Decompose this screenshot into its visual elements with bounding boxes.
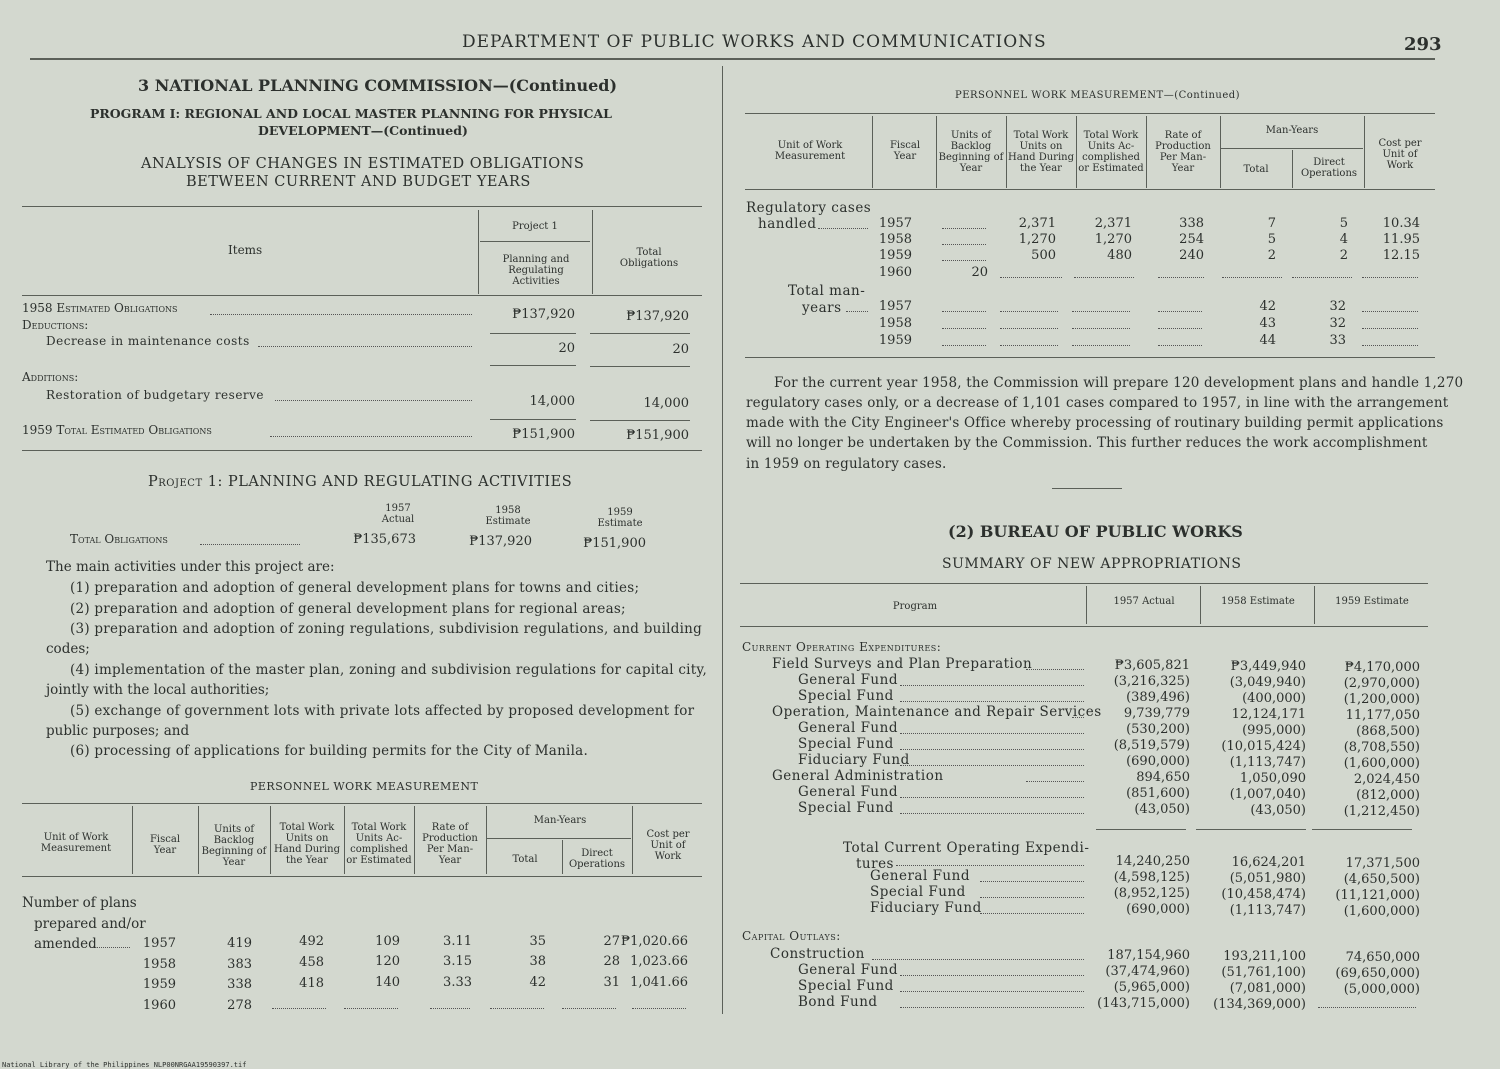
summary-total-cell: (1,113,747) <box>1229 903 1306 918</box>
activity-item: (4) implementation of the master plan, zoning and subdivision regulations for capital city, <box>70 662 708 678</box>
man-label: years <box>802 300 842 316</box>
summary-total-cell: (4,650,500) <box>1343 872 1420 887</box>
summary-row-label: Special Fund <box>798 736 894 752</box>
summary-total-cell: 14,240,250 <box>1115 854 1190 869</box>
summary-cell: 2,024,450 <box>1353 772 1420 787</box>
summary-cell: (812,000) <box>1356 788 1420 803</box>
man-cell: 32 <box>1329 316 1346 331</box>
reg-cell: 12.15 <box>1382 248 1420 263</box>
analysis-row-label: Additions: <box>22 370 79 384</box>
pwm-cell: 31 <box>603 975 620 990</box>
pwm-unit-label: amended <box>34 936 97 952</box>
capital-cell: (7,081,000) <box>1229 981 1306 996</box>
pwm-cell: 38 <box>529 954 546 969</box>
summary-cell: (690,000) <box>1126 754 1190 769</box>
page-number: 293 <box>1404 34 1442 55</box>
man-cell: 33 <box>1329 333 1346 348</box>
analysis-row-label: Decrease in maintenance costs <box>46 334 250 348</box>
summary-total-cell: (10,458,474) <box>1221 887 1306 902</box>
capital-cell: (69,650,000) <box>1335 966 1420 981</box>
analysis-row-label: Deductions: <box>22 318 89 332</box>
scan-footer: National Library of the Philippines NLP00NRGAA19590397.tif <box>2 1061 247 1069</box>
summary-cell: (43,050) <box>1134 802 1190 817</box>
summary-row-label: Field Surveys and Plan Preparation <box>772 656 1033 672</box>
capital-cell: 193,211,100 <box>1223 949 1306 964</box>
total-obligations-1958: ₱137,920 <box>469 534 532 549</box>
analysis-cell: ₱137,920 <box>626 309 689 324</box>
summary-row-label: General Fund <box>798 784 898 800</box>
summary-cell: (995,000) <box>1242 723 1306 738</box>
reg-cell: 1960 <box>878 265 912 280</box>
pwm-head-backlog: Units of Backlog Beginning of Year <box>201 824 267 868</box>
analysis-title-1: ANALYSIS OF CHANGES IN ESTIMATED OBLIGATIONS <box>141 156 585 172</box>
summary-row-label: Current Operating Expenditures: <box>742 640 942 654</box>
capital-row-label: Bond Fund <box>798 994 878 1010</box>
summary-col-program: Program <box>892 601 938 612</box>
pwm-head-unit: Unit of Work Measurement <box>40 832 112 854</box>
pwm-cell: 1959 <box>142 977 176 992</box>
summary-title: SUMMARY OF NEW APPROPRIATIONS <box>942 556 1242 572</box>
reg-cell: 5 <box>1267 232 1276 247</box>
pwm2-head-total: Total <box>1243 164 1269 175</box>
analysis-cell: 20 <box>558 341 575 356</box>
reg-cell: 7 <box>1267 216 1276 231</box>
pwm2-head-direct: Direct Operations <box>1300 157 1358 179</box>
analysis-title-2: BETWEEN CURRENT AND BUDGET YEARS <box>186 174 531 190</box>
paragraph-line: regulatory cases only, or a decrease of 1,101 cases compared to 1957, in line with the arrangement <box>746 395 1449 411</box>
summary-cell: 894,650 <box>1136 770 1190 785</box>
capital-cell: (5,000,000) <box>1343 982 1420 997</box>
pwm-unit-label: prepared and/or <box>34 916 146 932</box>
reg-cell: 2 <box>1339 248 1348 263</box>
program-title-1: PROGRAM I: REGIONAL AND LOCAL MASTER PLANNING FOR PHYSICAL <box>90 106 612 121</box>
capital-cell: (51,761,100) <box>1221 965 1306 980</box>
reg-cell: 11.95 <box>1382 232 1420 247</box>
reg-cell: 5 <box>1339 216 1348 231</box>
pwm2-head-manyears: Man-Years <box>1265 125 1319 136</box>
pwm2-head-cost: Cost per Unit of Work <box>1378 138 1422 171</box>
capital-cell: (143,715,000) <box>1097 996 1190 1011</box>
pwm2-head-unit: Unit of Work Measurement <box>774 140 846 162</box>
summary-cell: (1,600,000) <box>1343 756 1420 771</box>
pwm-cell: 419 <box>227 936 252 951</box>
analysis-cell: 14,000 <box>529 394 575 409</box>
summary-total-cell: 16,624,201 <box>1231 855 1306 870</box>
man-cell: 44 <box>1259 333 1276 348</box>
summary-total-cell: (8,952,125) <box>1113 886 1190 901</box>
summary-cell: (868,500) <box>1356 724 1420 739</box>
man-cell: 43 <box>1259 316 1276 331</box>
analysis-col-total: Total Obligations <box>619 247 679 269</box>
summary-row-label: General Administration <box>772 768 944 784</box>
man-cell: 32 <box>1329 299 1346 314</box>
summary-col-1957: 1957 Actual <box>1113 596 1175 607</box>
analysis-cell: ₱151,900 <box>626 428 689 443</box>
reg-cell: 10.34 <box>1382 216 1420 231</box>
pwm-unit-label: Number of plans <box>22 895 137 911</box>
summary-row-label: General Fund <box>798 720 898 736</box>
column-divider <box>722 66 723 1014</box>
pwm-head-fiscal: Fiscal Year <box>149 834 181 856</box>
reg-cell: 480 <box>1107 248 1132 263</box>
pwm-cell: 383 <box>227 957 252 972</box>
pwm-cell: 278 <box>227 998 252 1013</box>
pwm-head-rate: Rate of Production Per Man- Year <box>422 822 478 866</box>
summary-cell: (8,519,579) <box>1113 738 1190 753</box>
total-obligations-1957: ₱135,673 <box>353 532 416 547</box>
summary-cell: (1,113,747) <box>1229 755 1306 770</box>
summary-cell: (530,200) <box>1126 722 1190 737</box>
activities-intro: The main activities under this project are: <box>46 559 335 575</box>
bureau-title: (2) BUREAU OF PUBLIC WORKS <box>948 522 1243 541</box>
pwm2-head-rate: Rate of Production Per Man- Year <box>1155 130 1211 174</box>
pwm-cell: 1,023.66 <box>630 954 688 969</box>
pwm2-head-backlog: Units of Backlog Beginning of Year <box>938 130 1004 174</box>
reg-cell: 500 <box>1031 248 1056 263</box>
paragraph-line: in 1959 on regulatory cases. <box>746 456 947 472</box>
pwm-cell: ₱1,020.66 <box>620 934 688 949</box>
capital-cell: (37,474,960) <box>1105 964 1190 979</box>
pwm-head-cost: Cost per Unit of Work <box>646 829 690 862</box>
analysis-row-label: Restoration of budgetary reserve <box>46 388 265 402</box>
reg-label: Regulatory cases <box>746 200 872 216</box>
pwm-cell: 28 <box>603 954 620 969</box>
pwm-cell: 3.11 <box>443 934 472 949</box>
activity-item: (1) preparation and adoption of general development plans for towns and cities; <box>70 580 640 596</box>
reg-cell: 1959 <box>878 248 912 263</box>
total-obligations-label: Total Obligations <box>70 532 168 546</box>
summary-row-label: General Fund <box>798 672 898 688</box>
summary-row-label: Operation, Maintenance and Repair Services <box>772 704 1102 720</box>
pwm-head-hand: Total Work Units on Hand During the Year <box>274 822 340 866</box>
analysis-cell: ₱151,900 <box>512 427 575 442</box>
summary-total-cell: (1,600,000) <box>1343 904 1420 919</box>
summary-total-cell: 17,371,500 <box>1345 856 1420 871</box>
pwm2-head-hand: Total Work Units on Hand During the Year <box>1008 130 1074 174</box>
summary-cell: (8,708,550) <box>1343 740 1420 755</box>
capital-row-label: Special Fund <box>798 978 894 994</box>
page-header-title: DEPARTMENT OF PUBLIC WORKS AND COMMUNICATIONS <box>462 32 1047 52</box>
analysis-col-planning: Planning and Regulating Activities <box>502 254 570 287</box>
reg-cell: 338 <box>1179 216 1204 231</box>
summary-cell: (3,216,325) <box>1113 674 1190 689</box>
summary-row-label: Fiduciary Fund <box>798 752 910 768</box>
activity-item: (5) exchange of government lots with private lots affected by proposed development for <box>70 703 695 719</box>
reg-cell: 254 <box>1179 232 1204 247</box>
reg-label: handled <box>758 216 817 232</box>
pwm2-head-acc: Total Work Units Ac- complished or Estimated <box>1078 130 1144 174</box>
summary-cell: (389,496) <box>1126 690 1190 705</box>
summary-cell: ₱4,170,000 <box>1344 660 1420 675</box>
summary-cell: (43,050) <box>1250 803 1306 818</box>
pwm2-head-fiscal: Fiscal Year <box>889 140 921 162</box>
man-cell: 42 <box>1259 299 1276 314</box>
paragraph-line: made with the City Engineer's Office whereby processing of routinary building permit applications <box>746 415 1444 431</box>
analysis-cell: 14,000 <box>643 396 689 411</box>
capital-cell: 187,154,960 <box>1107 948 1190 963</box>
capital-row-label: General Fund <box>798 962 898 978</box>
pwm-cell: 458 <box>299 955 324 970</box>
reg-cell: 240 <box>1179 248 1204 263</box>
pwm-cell: 42 <box>529 975 546 990</box>
summary-row-label: Special Fund <box>798 688 894 704</box>
summary-row-label: Special Fund <box>798 800 894 816</box>
paragraph-line: will no longer be undertaken by the Commission. This further reduces the work accomplishment <box>746 435 1428 451</box>
pwm-cell: 27 <box>603 934 620 949</box>
paragraph-line: For the current year 1958, the Commission will prepare 120 development plans and handle 1,270 <box>774 375 1464 391</box>
summary-cell: 12,124,171 <box>1231 707 1306 722</box>
pwm-cell: 35 <box>529 934 546 949</box>
man-cell: 1957 <box>878 299 912 314</box>
reg-cell: 4 <box>1339 232 1348 247</box>
summary-cell: (3,049,940) <box>1229 675 1306 690</box>
summary-cell: (851,600) <box>1126 786 1190 801</box>
project-col-1958: 1958 Estimate <box>485 505 531 527</box>
summary-cell: 9,739,779 <box>1123 706 1190 721</box>
summary-total-sub-label: General Fund <box>870 868 970 884</box>
project-col-1959: 1959 Estimate <box>597 507 643 529</box>
summary-cell: (10,015,424) <box>1221 739 1306 754</box>
summary-cell: (1,007,040) <box>1229 787 1306 802</box>
summary-total-sub-label: Fiduciary Fund <box>870 900 982 916</box>
summary-cell: (400,000) <box>1242 691 1306 706</box>
pwm-cell: 338 <box>227 977 252 992</box>
project-title: Project 1: PLANNING AND REGULATING ACTIVITIES <box>148 474 573 490</box>
summary-cell: 11,177,050 <box>1345 708 1420 723</box>
reg-cell: 20 <box>971 265 988 280</box>
activity-item: codes; <box>46 641 90 657</box>
activity-item: public purposes; and <box>46 723 190 739</box>
reg-cell: 1958 <box>878 232 912 247</box>
summary-cell: ₱3,605,821 <box>1114 658 1190 673</box>
reg-cell: 1,270 <box>1018 232 1056 247</box>
total-obligations-1959: ₱151,900 <box>583 536 646 551</box>
header-rule <box>30 58 1435 60</box>
capital-row-label: Construction <box>770 946 865 962</box>
capital-cell: (134,369,000) <box>1213 997 1306 1012</box>
summary-cell: (2,970,000) <box>1343 676 1420 691</box>
summary-total-cell: (4,598,125) <box>1113 870 1190 885</box>
capital-cell: (5,965,000) <box>1113 980 1190 995</box>
summary-col-1959: 1959 Estimate <box>1335 596 1409 607</box>
reg-cell: 2,371 <box>1094 216 1132 231</box>
pwm-cell: 418 <box>299 976 324 991</box>
reg-cell: 1,270 <box>1094 232 1132 247</box>
summary-total-cell: (5,051,980) <box>1229 871 1306 886</box>
pwm-head-manyears: Man-Years <box>533 815 587 826</box>
pwm-continued-title: PERSONNEL WORK MEASUREMENT—(Continued) <box>955 90 1241 101</box>
analysis-col-items: Items <box>228 243 263 257</box>
pwm-head-acc: Total Work Units Ac- complished or Estimated <box>346 822 412 866</box>
pwm-cell: 1957 <box>142 936 176 951</box>
pwm-cell: 120 <box>375 954 400 969</box>
reg-cell: 2,371 <box>1018 216 1056 231</box>
activity-item: (2) preparation and adoption of general development plans for regional areas; <box>70 601 626 617</box>
pwm-cell: 109 <box>375 934 400 949</box>
capital-cell: 74,650,000 <box>1345 950 1420 965</box>
pwm-title: PERSONNEL WORK MEASUREMENT <box>250 780 479 793</box>
capital-outlays-label: Capital Outlays: <box>742 929 841 943</box>
summary-total-sub-label: Special Fund <box>870 884 966 900</box>
summary-total-cell: (11,121,000) <box>1335 888 1420 903</box>
pwm-head-direct: Direct Operations <box>568 848 626 870</box>
activity-item: (3) preparation and adoption of zoning regulations, subdivision regulations, and building <box>70 621 702 637</box>
pwm-cell: 3.15 <box>443 954 472 969</box>
project-col-1957: 1957 Actual <box>381 503 415 525</box>
pwm-cell: 140 <box>375 975 400 990</box>
activity-item: (6) processing of applications for building permits for the City of Manila. <box>70 743 589 759</box>
analysis-row-label: 1958 Estimated Obligations <box>22 301 178 315</box>
reg-cell: 1957 <box>878 216 912 231</box>
man-label: Total man- <box>788 283 866 299</box>
separator-rule <box>1052 488 1122 489</box>
summary-total-label: Total Current Operating Expendi- <box>843 840 1090 856</box>
program-title-2: DEVELOPMENT—(Continued) <box>258 123 468 138</box>
section-title: 3 NATIONAL PLANNING COMMISSION—(Continued) <box>138 76 618 95</box>
summary-total-cell: (690,000) <box>1126 902 1190 917</box>
pwm-cell: 492 <box>299 934 324 949</box>
pwm-cell: 3.33 <box>443 975 472 990</box>
man-cell: 1958 <box>878 316 912 331</box>
summary-cell: ₱3,449,940 <box>1230 659 1306 674</box>
summary-total-label: tures <box>856 856 894 872</box>
analysis-cell: 20 <box>672 342 689 357</box>
pwm-cell: 1958 <box>142 957 176 972</box>
pwm-cell: 1960 <box>142 998 176 1013</box>
analysis-col-project: Project 1 <box>512 221 558 232</box>
summary-cell: (1,212,450) <box>1343 804 1420 819</box>
man-cell: 1959 <box>878 333 912 348</box>
activity-item: jointly with the local authorities; <box>46 682 270 698</box>
summary-col-1958: 1958 Estimate <box>1221 596 1295 607</box>
analysis-row-label: 1959 Total Estimated Obligations <box>22 423 212 437</box>
analysis-cell: ₱137,920 <box>512 307 575 322</box>
reg-cell: 2 <box>1267 248 1276 263</box>
pwm-head-total: Total <box>512 854 538 865</box>
summary-cell: (1,200,000) <box>1343 692 1420 707</box>
pwm-cell: 1,041.66 <box>630 975 688 990</box>
summary-cell: 1,050,090 <box>1239 771 1306 786</box>
